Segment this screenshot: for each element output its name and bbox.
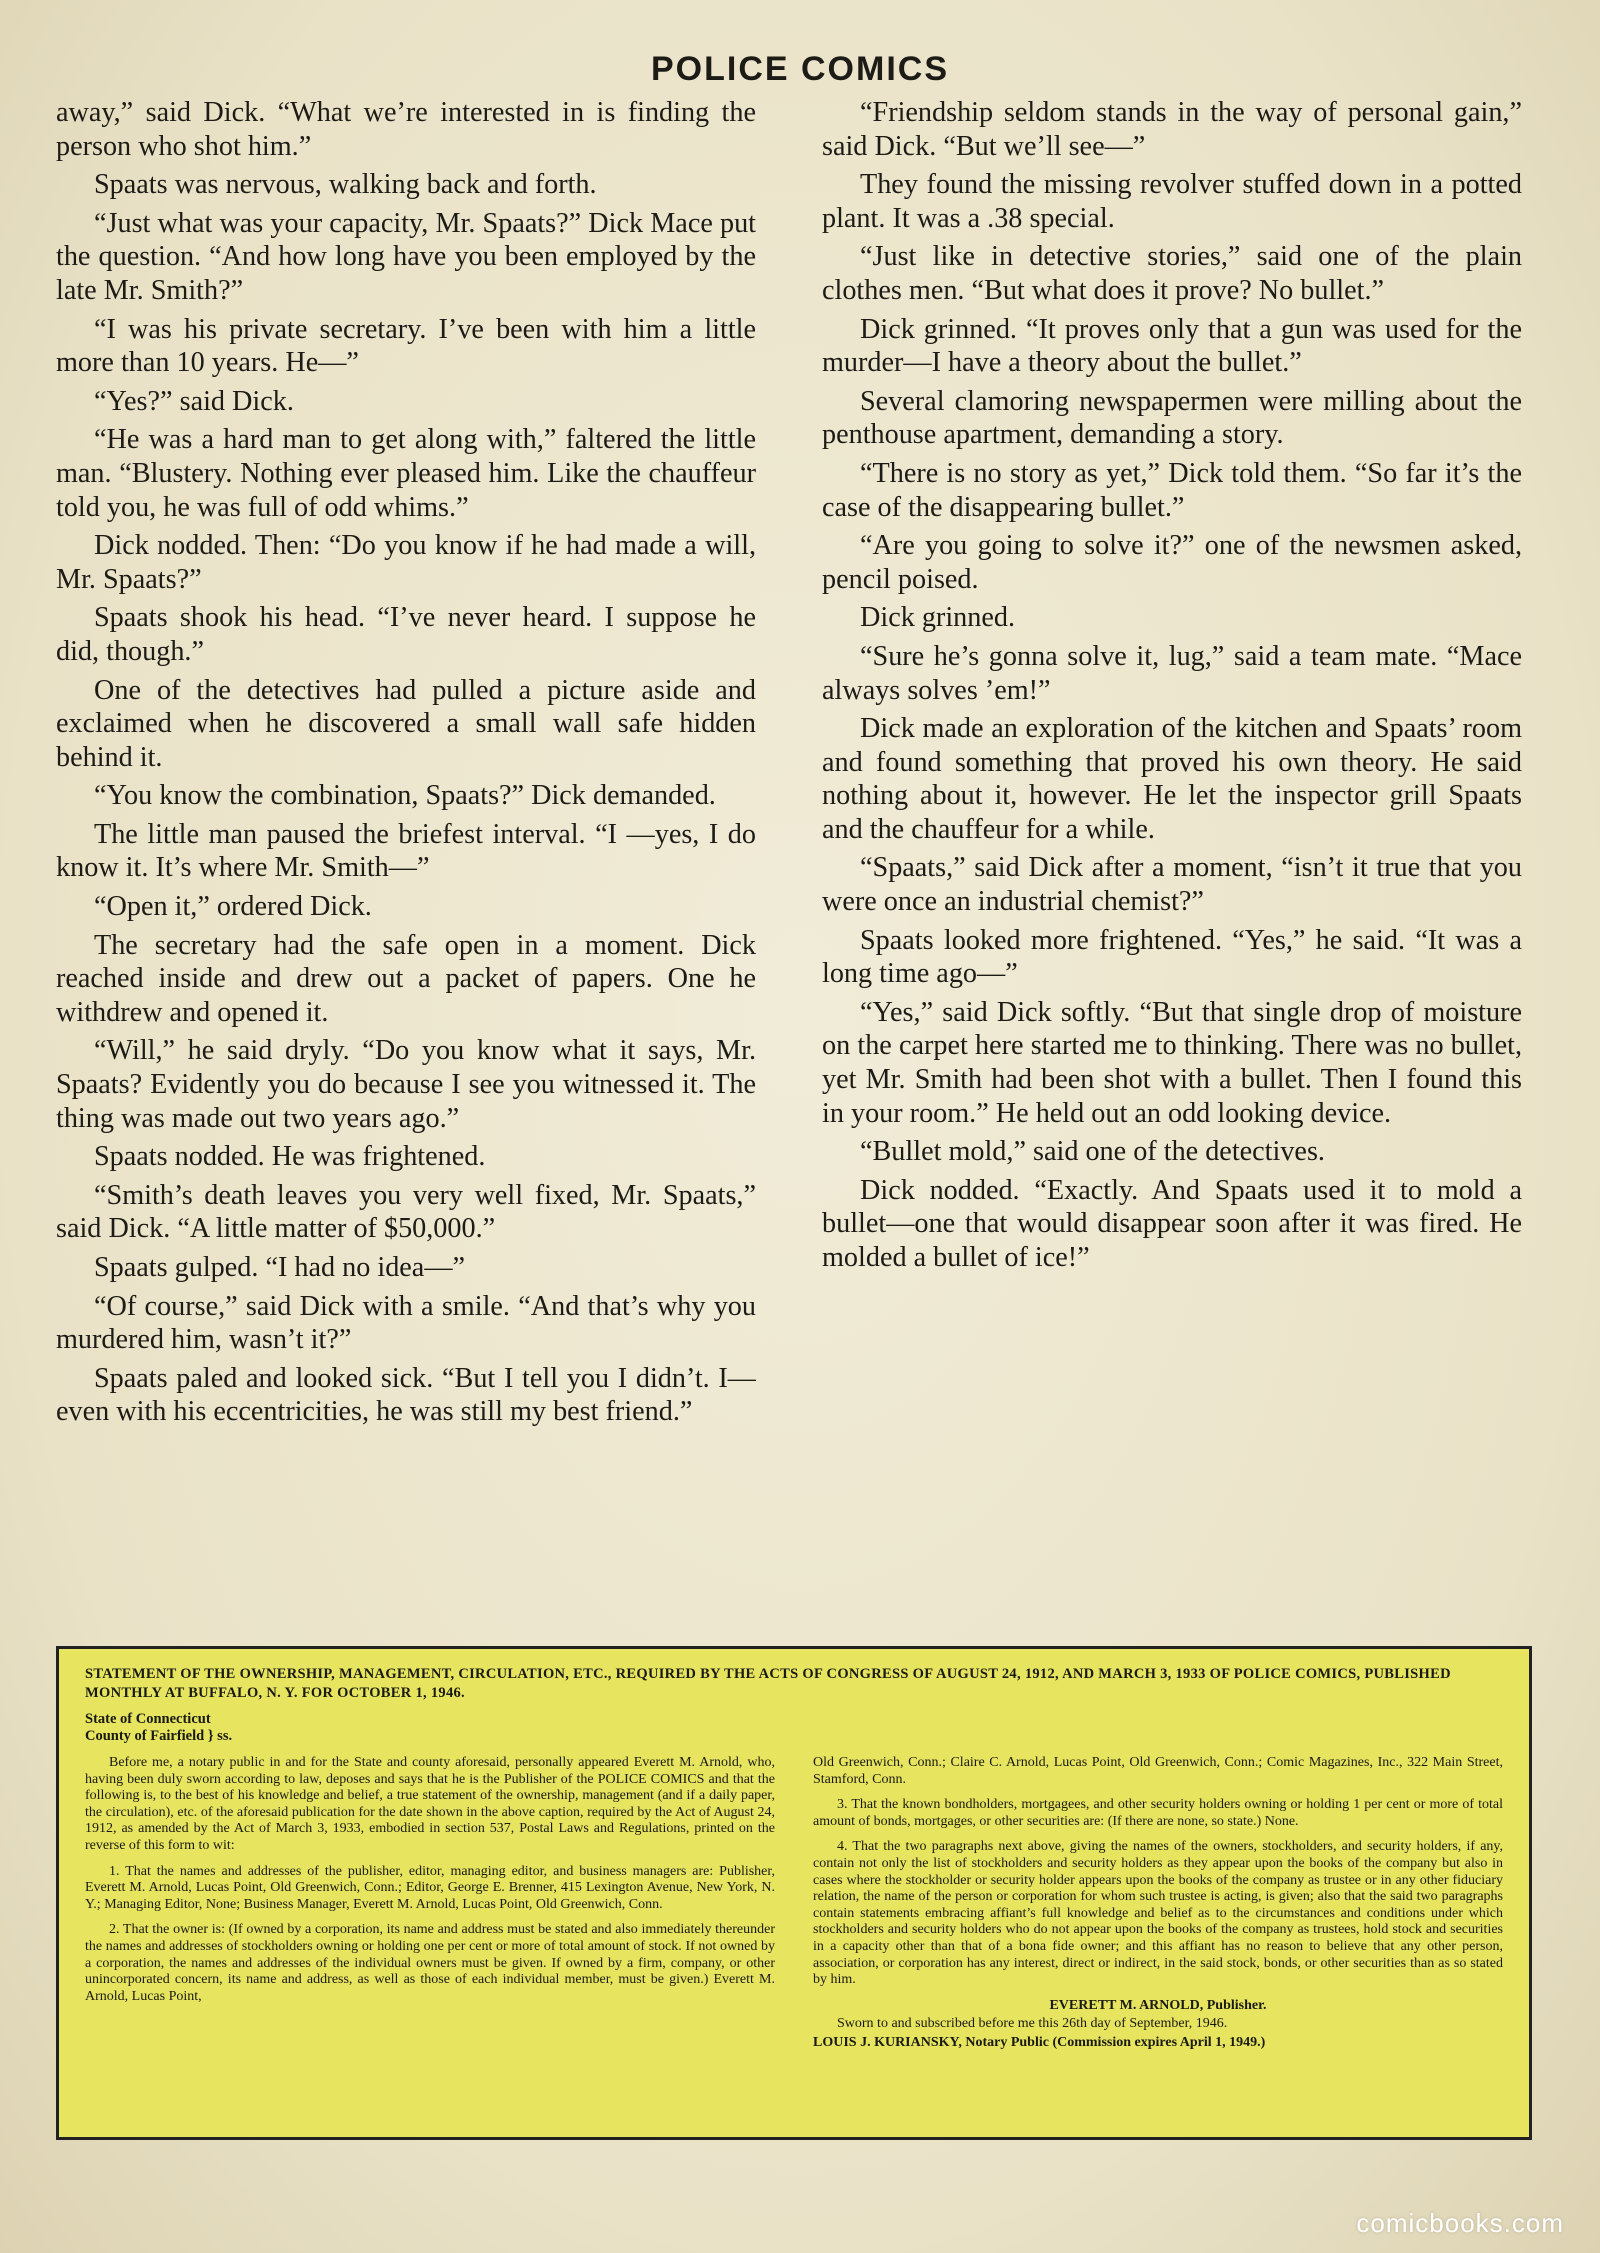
- paragraph: 1. That the names and addresses of the publisher, editor, managing editor, and business managers are: Publisher, Everett M. Arnold, Lucas Point, Old Greenwich, Conn.; Editor, George E. Brenner, 415 Lexington Avenue, New York, N. Y.; Managing Editor, None; Business Manager, Everett M. Arnold, Lucas Point, Old Greenwich, Conn.: [85, 1863, 775, 1912]
- paragraph: Several clamoring newspapermen were milling about the penthouse apartment, demanding a story.: [822, 385, 1522, 451]
- paragraph: The little man paused the briefest interval. “I —yes, I do know it. It’s where Mr. Smith—”: [56, 818, 756, 884]
- paragraph: “He was a hard man to get along with,” faltered the little man. “Blustery. Nothing ever pleased him. Like the chauffeur told you, he was full of odd whims.”: [56, 424, 756, 523]
- story-column-left: [56, 96, 756, 1616]
- paragraph: “You know the combination, Spaats?” Dick demanded.: [94, 780, 716, 812]
- paragraph: Spaats shook his head. “I’ve never heard. I suppose he did, though.”: [56, 602, 756, 667]
- statement-notary: LOUIS J. KURIANSKY, Notary Public (Commission expires April 1, 1949.): [813, 2034, 1266, 2050]
- ownership-statement-box: [56, 1646, 1532, 2140]
- page-header: POLICE COMICS: [650, 50, 950, 88]
- paragraph: Dick grinned. “It proves only that a gun was used for the murder—I have a theory about the bullet.”: [822, 313, 1522, 379]
- paragraph: “Friendship seldom stands in the way of personal gain,” said Dick. “But we’ll see—”: [822, 97, 1522, 162]
- statement-venue: [85, 1711, 1503, 1745]
- statement-sworn-line: Sworn to and subscribed before me this 26th day of September, 1946.: [837, 2016, 1228, 2032]
- paragraph: They found the missing revolver stuffed down in a potted plant. It was a .38 special.: [822, 169, 1522, 234]
- paragraph: “Spaats,” said Dick after a moment, “isn’t it true that you were once an industrial chemist?”: [822, 852, 1522, 918]
- paragraph: 2. That the owner is: (If owned by a corporation, its name and address must be stated and also immediately thereunder the names and addresses of stockholders owning or holding one per cent or more of total amount of stock. If not owned by a corporation, the names and addresses of the individual owners must be given. If owned by a firm, company, or other unincorporated concern, its name and address, as well as those of each individual member, must be given.) Everett M. Arnold, Lucas Point,: [85, 1922, 775, 2004]
- statement-column-left: [85, 1755, 775, 2061]
- paragraph: “Just like in detective stories,” said one of the plain clothes men. “But what does it prove? No bullet.”: [822, 241, 1522, 306]
- paragraph: Spaats paled and looked sick. “But I tell you I didn’t. I—even with his eccentricities, he was still my best friend.”: [56, 1362, 756, 1428]
- paragraph: away,” said Dick. “What we’re interested in is finding the person who shot him.”: [56, 97, 756, 162]
- statement-signature: EVERETT M. ARNOLD, Publisher.: [1049, 1997, 1267, 2013]
- statement-title: STATEMENT OF THE OWNERSHIP, MANAGEMENT, CIRCULATION, ETC., REQUIRED BY THE ACTS OF CONGRESS OF AUGUST 24, 1912, AND MARCH 3, 1933 OF POLICE COMICS, PUBLISHED MONTHLY AT BUFFALO, N. Y. FOR OCTOBER 1, 1946.: [85, 1666, 1451, 1701]
- paragraph: “There is no story as yet,” Dick told them. “So far it’s the case of the disappearing bullet.”: [822, 457, 1522, 523]
- statement-state: State of Connecticut: [85, 1711, 211, 1727]
- paragraph: “Yes,” said Dick softly. “But that single drop of moisture on the carpet here started me to thinking. There was no bullet, yet Mr. Smith had been shot with a bullet. Then I found this in your room.” He held out an odd looking device.: [822, 996, 1522, 1129]
- story-column-right: [822, 96, 1522, 1616]
- paragraph: Dick nodded. “Exactly. And Spaats used it to mold a bullet—one that would disappear soon after it was fired. He molded a bullet of ice!”: [822, 1174, 1522, 1273]
- site-watermark: comicbooks.com: [1356, 2208, 1564, 2238]
- paragraph: “Just what was your capacity, Mr. Spaats?” Dick Mace put the question. “And how long have you been employed by the late Mr. Smith?”: [56, 207, 756, 306]
- paragraph: “Are you going to solve it?” one of the newsmen asked, pencil poised.: [822, 530, 1522, 595]
- paragraph: Dick made an exploration of the kitchen and Spaats’ room and found something that proved his own theory. He said nothing about it, however. He let the inspector grill Spaats and the chauffeur for a while.: [822, 713, 1522, 845]
- paragraph: “Of course,” said Dick with a smile. “And that’s why you murdered him, wasn’t it?”: [56, 1290, 756, 1356]
- paragraph: 3. That the known bondholders, mortgagees, and other security holders owning or holding 1 per cent or more of total amount of bonds, mortgages, or other securities are: (If there are none, so state.) None.: [813, 1797, 1503, 1829]
- paragraph: “Yes?” said Dick.: [94, 385, 294, 417]
- paragraph: 4. That the two paragraphs next above, giving the names of the owners, stockholders, and security holders, if any, contain not only the list of stockholders and security holders as they appear upon the books of the company but also in cases where the stockholder or security holder appears upon the books of the company as trustee or in any other fiduciary relation, the name of the person or corporation for whom such trustee is acting, is given; also that the said two paragraphs contain statements embracing affiant’s full knowledge and belief as to the circumstances and conditions under which stockholders and security holders who do not appear upon the books of the company as trustees, hold stock and securities in a capacity other than that of a bona fide owner; and this affiant has no reason to believe that any other person, association, or corporation has any interest, direct or indirect, in the said stock, bonds, or other securities than as so stated by him.: [813, 1839, 1503, 1988]
- paragraph: Spaats nodded. He was frightened.: [94, 1141, 486, 1173]
- paragraph: “I was his private secretary. I’ve been with him a little more than 10 years. He—”: [56, 313, 756, 379]
- paragraph: Spaats gulped. “I had no idea—”: [94, 1252, 466, 1283]
- paragraph: Old Greenwich, Conn.; Claire C. Arnold, Lucas Point, Old Greenwich, Conn.; Comic Magazines, Inc., 322 Main Street, Stamford, Conn.: [813, 1755, 1503, 1787]
- statement-columns: [85, 1755, 1503, 2061]
- paragraph: Spaats looked more frightened. “Yes,” he said. “It was a long time ago—”: [822, 924, 1522, 990]
- paragraph: Spaats was nervous, walking back and forth.: [94, 169, 597, 201]
- paragraph: “Smith’s death leaves you very well fixed, Mr. Spaats,” said Dick. “A little matter of $50,000.”: [56, 1179, 756, 1245]
- statement-county: County of Fairfield: [85, 1728, 205, 1744]
- paragraph: “Bullet mold,” said one of the detectives.: [860, 1136, 1325, 1168]
- paragraph: One of the detectives had pulled a picture aside and exclaimed when he discovered a small wall safe hidden behind it.: [56, 674, 756, 773]
- paragraph: “Sure he’s gonna solve it, lug,” said a team mate. “Mace always solves ’em!”: [822, 640, 1522, 706]
- paragraph: Dick nodded. Then: “Do you know if he had made a will, Mr. Spaats?”: [56, 530, 756, 595]
- paragraph: Before me, a notary public in and for the State and county aforesaid, personally appeared Everett M. Arnold, who, having been duly sworn according to law, deposes and says that he is the Publisher of the POLICE COMICS and that the following is, to the best of his knowledge and belief, a true statement of the ownership, management (and if a daily paper, the circulation), etc. of the aforesaid publication for the date shown in the above caption, required by the Act of August 24, 1912, as amended by the Act of March 3, 1933, embodied in section 537, Postal Laws and Regulations, printed on the reverse of this form to wit:: [85, 1755, 775, 1853]
- statement-column-right: [813, 1755, 1503, 2061]
- paragraph: “Open it,” ordered Dick.: [94, 891, 372, 923]
- paragraph: The secretary had the safe open in a moment. Dick reached inside and drew out a packet of papers. One he withdrew and opened it.: [56, 929, 756, 1028]
- statement-ss: } ss.: [207, 1728, 233, 1744]
- statement-county-row: [85, 1728, 1503, 1745]
- paragraph: “Will,” he said dryly. “Do you know what it says, Mr. Spaats? Evidently you do because I see you witnessed it. The thing was made out two years ago.”: [56, 1035, 756, 1134]
- paragraph: Dick grinned.: [860, 602, 1015, 634]
